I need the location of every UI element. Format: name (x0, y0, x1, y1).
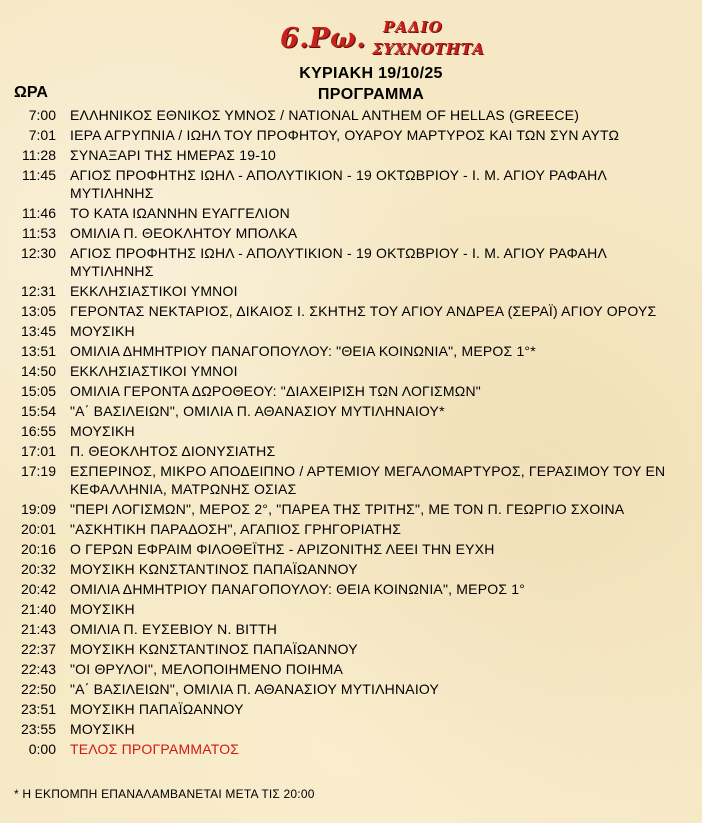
schedule-row (0, 441, 702, 461)
schedule-time: 17:19 (20, 463, 56, 479)
schedule-row (0, 599, 702, 619)
schedule-title: ΜΟΥΣΙΚΗ (70, 323, 135, 339)
schedule-row (0, 281, 702, 301)
schedule-time: 23:51 (20, 701, 56, 717)
schedule-title: ΟΜΙΛΙΑ ΔΗΜΗΤΡΙΟΥ ΠΑΝΑΓΟΠΟΥΛΟΥ: "ΘΕΙΑ ΚΟΙΝΩΝΙΑ", ΜΕΡΟΣ 1°* (70, 343, 536, 359)
schedule-row (0, 639, 702, 659)
schedule-time: 11:46 (22, 205, 56, 221)
schedule-title: ΜΟΥΣΙΚΗ (70, 423, 135, 439)
schedule-title: Ο ΓΕΡΩΝ ΕΦΡΑΙΜ ΦΙΛΟΘΕΪΤΗΣ - ΑΡΙΖΟΝΙΤΗΣ ΛΕΕΙ ΤΗΝ ΕΥΧΗ (70, 541, 495, 557)
schedule-row (0, 659, 702, 679)
schedule-title: ΕΣΠΕΡΙΝΟΣ, ΜΙΚΡΟ ΑΠΟΔΕΙΠΝΟ / ΑΡΤΕΜΙΟΥ ΜΕΓΑΛΟΜΑΡΤΥΡΟΣ, ΓΕΡΑΣΙΜΟΥ ΤΟΥ ΕΝ ΚΕΦΑΛΛΗΝΙΑ, ΜΑΤΡΩΝΗΣ ΟΣΙΑΣ (70, 463, 666, 497)
schedule-title: ΜΟΥΣΙΚΗ ΚΩΝΣΤΑΝΤΙΝΟΣ ΠΑΠΑΪΩΑΝΝΟΥ (70, 641, 358, 657)
schedule-title: ΜΟΥΣΙΚΗ (70, 721, 135, 737)
schedule-time: 11:45 (22, 167, 56, 183)
schedule-time: 20:32 (20, 561, 56, 577)
schedule-time: 19:09 (20, 501, 56, 517)
schedule-row (0, 341, 702, 361)
schedule-time: 21:40 (20, 601, 56, 617)
schedule-title: ΑΓΙΟΣ ΠΡΟΦΗΤΗΣ ΙΩΗΛ - ΑΠΟΛΥΤΙΚΙΟΝ - 19 ΟΚΤΩΒΡΙΟΥ - Ι. Μ. ΑΓΙΟΥ ΡΑΦΑΗΛ ΜΥΤΙΛΗΝΗΣ (70, 167, 607, 201)
schedule-list (0, 105, 702, 759)
schedule-time: 22:43 (20, 661, 56, 677)
schedule-time: 16:55 (20, 423, 56, 439)
schedule-row (0, 579, 702, 599)
schedule-row (0, 381, 702, 401)
schedule-row (0, 145, 702, 165)
schedule-title: ΟΜΙΛΙΑ ΓΕΡΟΝΤΑ ΔΩΡΟΘΕΟΥ: "ΔΙΑΧΕΙΡΙΣΗ ΤΩΝ ΛΟΓΙΣΜΩΝ" (70, 383, 481, 399)
schedule-row (0, 301, 702, 321)
schedule-time: 13:05 (20, 303, 56, 319)
schedule-row (0, 719, 702, 739)
logo-main-text: 6.Ρω. (280, 23, 367, 54)
schedule-title: ΜΟΥΣΙΚΗ ΠΑΠΑΪΩΑΝΝΟΥ (70, 701, 244, 717)
page-date-title: ΚΥΡΙΑΚΗ 19/10/25 (299, 65, 443, 82)
schedule-title: ΜΟΥΣΙΚΗ (70, 601, 135, 617)
logo-frequency-text: ΣΥΧΝΟΤΗΤΑ (372, 40, 485, 58)
schedule-row (0, 421, 702, 441)
schedule-time: 15:05 (20, 383, 56, 399)
schedule-title: ΟΜΙΛΙΑ Π. ΕΥΣΕΒΙΟΥ Ν. ΒΙΤΤΗ (70, 621, 278, 637)
schedule-row (0, 401, 702, 421)
schedule-title: ΕΚΚΛΗΣΙΑΣΤΙΚΟΙ ΥΜΝΟΙ (70, 363, 238, 379)
schedule-time: 0:00 (28, 741, 56, 757)
schedule-time: 12:31 (20, 283, 56, 299)
schedule-row (0, 203, 702, 223)
schedule-time: 14:50 (20, 363, 56, 379)
schedule-title: ΜΟΥΣΙΚΗ ΚΩΝΣΤΑΝΤΙΝΟΣ ΠΑΠΑΪΩΑΝΝΟΥ (70, 561, 358, 577)
schedule-title: "Α΄ ΒΑΣΙΛΕΙΩΝ", ΟΜΙΛΙΑ Π. ΑΘΑΝΑΣΙΟΥ ΜΥΤΙΛΗΝΑΙΟΥ* (70, 403, 445, 419)
schedule-time: 21:43 (20, 621, 56, 637)
page-title: ΠΡΟΓΡΑΜΜΑ (317, 86, 425, 103)
schedule-time: 7:01 (28, 127, 56, 143)
schedule-row (0, 679, 702, 699)
schedule-time: 23:55 (20, 721, 56, 737)
schedule-title: "ΠΕΡΙ ΛΟΓΙΣΜΩΝ", ΜΕΡΟΣ 2°, "ΠΑΡΕΑ ΤΗΣ ΤΡΙΤΗΣ", ΜΕ ΤΟΝ Π. ΓΕΩΡΓΙΟ ΣΧΟΙΝΑ (70, 501, 625, 517)
footnote: * Η ΕΚΠΟΜΠΗ ΕΠΑΝΑΛΑΜΒΑΝΕΤΑΙ ΜΕΤΑ ΤΙΣ 20:00 (14, 787, 315, 801)
schedule-row (0, 539, 702, 559)
schedule-row (0, 519, 702, 539)
schedule-row (0, 321, 702, 341)
schedule-title: "ΑΣΚΗΤΙΚΗ ΠΑΡΑΔΟΣΗ", ΑΓΑΠΙΟΣ ΓΡΗΓΟΡΙΑΤΗΣ (70, 521, 402, 537)
schedule-time: 13:51 (20, 343, 56, 359)
schedule-title: ΓΕΡΟΝΤΑΣ ΝΕΚΤΑΡΙΟΣ, ΔΙΚΑΙΟΣ Ι. ΣΚΗΤΗΣ ΤΟΥ ΑΓΙΟΥ ΑΝΔΡΕΑ (ΣΕΡΑΪ) ΑΓΙΟΥ ΟΡΟΥΣ (70, 303, 657, 319)
schedule-time: 22:37 (20, 641, 56, 657)
schedule-time: 20:16 (20, 541, 56, 557)
schedule-row (0, 499, 702, 519)
schedule-title: Π. ΘΕΟΚΛΗΤΟΣ ΔΙΟΝΥΣΙΑΤΗΣ (70, 443, 276, 459)
station-logo (276, 14, 516, 66)
schedule-row (0, 105, 702, 125)
schedule-row (0, 165, 702, 203)
schedule-title: ΑΓΙΟΣ ΠΡΟΦΗΤΗΣ ΙΩΗΛ - ΑΠΟΛΥΤΙΚΙΟΝ - 19 ΟΚΤΩΒΡΙΟΥ - Ι. Μ. ΑΓΙΟΥ ΡΑΦΑΗΛ ΜΥΤΙΛΗΝΗΣ (70, 245, 607, 279)
schedule-time: 20:01 (20, 521, 56, 537)
schedule-row (0, 559, 702, 579)
schedule-title: ΙΕΡΑ ΑΓΡΥΠΝΙΑ / ΙΩΗΛ ΤΟΥ ΠΡΟΦΗΤΟΥ, ΟΥΑΡΟΥ ΜΑΡΤΥΡΟΣ ΚΑΙ ΤΩΝ ΣΥΝ ΑΥΤΩ (70, 127, 620, 143)
schedule-row (0, 361, 702, 381)
schedule-time: 11:53 (22, 225, 56, 241)
schedule-row (0, 461, 702, 499)
time-column-header: ΩΡΑ (14, 84, 48, 101)
logo-radio-text: ΡΑΔΙΟ (383, 18, 443, 36)
schedule-row (0, 125, 702, 145)
schedule-time: 13:45 (20, 323, 56, 339)
schedule-row (0, 223, 702, 243)
schedule-time: 22:50 (20, 681, 56, 697)
schedule-time: 15:54 (20, 403, 56, 419)
schedule-row (0, 739, 702, 759)
schedule-time: 12:30 (20, 245, 56, 261)
schedule-title: ΤΟ ΚΑΤΑ ΙΩΑΝΝΗΝ ΕΥΑΓΓΕΛΙΟΝ (70, 205, 290, 221)
schedule-row (0, 243, 702, 281)
schedule-title: "ΟΙ ΘΡΥΛΟΙ", ΜΕΛΟΠΟΙΗΜΕΝΟ ΠΟΙΗΜΑ (70, 661, 343, 677)
schedule-time: 7:00 (28, 107, 56, 123)
schedule-title: ΟΜΙΛΙΑ Π. ΘΕΟΚΛΗΤΟΥ ΜΠΟΛΚΑ (70, 225, 298, 241)
schedule-title: ΕΛΛΗΝΙΚΟΣ ΕΘΝΙΚΟΣ ΥΜΝΟΣ / NATIONAL ANTHEM OF HELLAS (GREECE) (70, 107, 580, 123)
schedule-time: 11:28 (22, 147, 56, 163)
schedule-title: ΤΕΛΟΣ ΠΡΟΓΡΑΜΜΑΤΟΣ (70, 741, 240, 757)
schedule-title: ΣΥΝΑΞΑΡΙ ΤΗΣ ΗΜΕΡΑΣ 19-10 (70, 147, 277, 163)
schedule-row (0, 699, 702, 719)
schedule-title: ΟΜΙΛΙΑ ΔΗΜΗΤΡΙΟΥ ΠΑΝΑΓΟΠΟΥΛΟΥ: ΘΕΙΑ ΚΟΙΝΩΝΙΑ", ΜΕΡΟΣ 1° (70, 581, 526, 597)
schedule-row (0, 619, 702, 639)
schedule-time: 17:01 (20, 443, 56, 459)
schedule-title: ΕΚΚΛΗΣΙΑΣΤΙΚΟΙ ΥΜΝΟΙ (70, 283, 238, 299)
schedule-title: "Α΄ ΒΑΣΙΛΕΙΩΝ", ΟΜΙΛΙΑ Π. ΑΘΑΝΑΣΙΟΥ ΜΥΤΙΛΗΝΑΙΟΥ (70, 681, 440, 697)
schedule-time: 20:42 (20, 581, 56, 597)
